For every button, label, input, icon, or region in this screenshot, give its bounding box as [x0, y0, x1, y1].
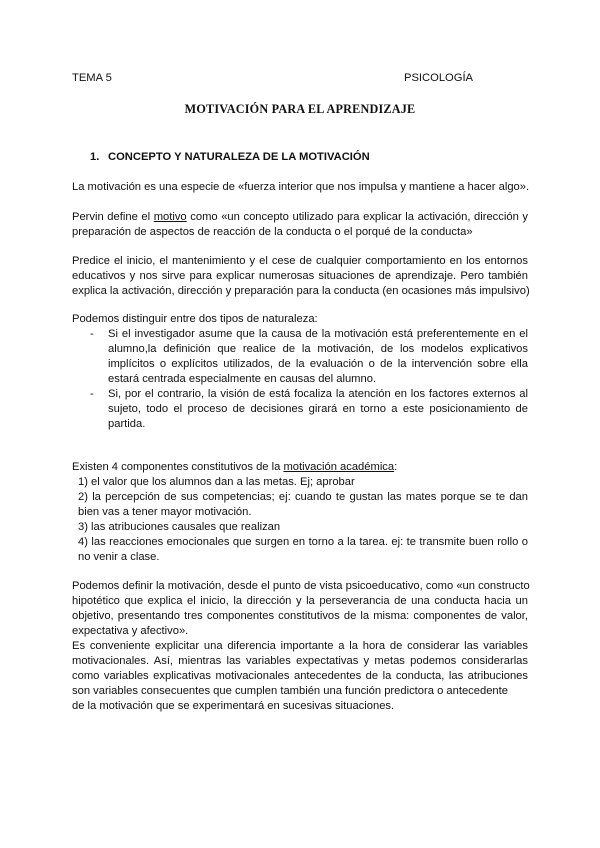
paragraph-6-line-4: expectativa y afectivo». — [72, 625, 189, 637]
p2-prefix: Pervin define el — [72, 211, 154, 223]
component-2-line-2: bien vas a tener mayor motivación. — [78, 506, 252, 518]
paragraph-1: La motivación es una especie de «fuerza interior que nos impulsa y mantiene a hacer algo». — [72, 181, 530, 193]
component-4-line-2: no venir a clase. — [78, 551, 160, 563]
motivo-term: motivo — [153, 211, 187, 223]
p2-suffix: como «un concepto utilizado para explicar la activación, dirección y — [186, 211, 528, 223]
header-left: TEMA 5 — [72, 72, 112, 84]
component-1: 1) el valor que los alumnos dan a las metas. Ej; aprobar — [78, 476, 355, 488]
list-dash-1: - — [90, 328, 94, 340]
page-title: MOTIVACIÓN PARA EL APRENDIZAJE — [184, 102, 416, 116]
paragraph-2-line-2: preparación de aspectos de reacción de la conducta o el porqué de la conducta» — [72, 226, 473, 238]
paragraph-7-line-2: motivacionales. Así, mientras las variables expectativas y metas podemos considerarlas — [72, 655, 528, 667]
p5-suffix: : — [394, 461, 398, 473]
header-right: PSICOLOGÍA — [404, 72, 474, 84]
paragraph-5-intro — [72, 460, 397, 475]
list-item-2-line-2: sujeto, todo el proceso de decisiones girará en torno a este posicionamiento de — [108, 403, 528, 415]
paragraph-7-line-3: como variables explicativas motivacionales antecedentes de la conducta, las atribuciones — [72, 670, 528, 682]
list-item-2-line-1: Si, por el contrario, la visión de está focaliza la atención en los factores externos al — [108, 388, 528, 400]
component-3: 3) las atribuciones causales que realizan — [78, 521, 281, 533]
paragraph-2-line-1 — [72, 210, 528, 225]
paragraph-7-line-1: Es conveniente explicitar una diferencia importante a la hora de considerar las variables — [72, 640, 528, 652]
list-item-2-line-3: partida. — [108, 418, 146, 430]
paragraph-7-line-5: de la motivación que se experimentará en sucesivas situaciones. — [72, 700, 395, 712]
list-item-1-line-1: Si el investigador asume que la causa de la motivación está preferentemente en el — [108, 328, 528, 340]
list-item-1-line-2: alumno,la definición que realice de la motivación, de los modelos explicativos — [108, 343, 528, 355]
p5-prefix: Existen 4 componentes constitutivos de la — [72, 461, 284, 473]
section-number: 1. — [90, 151, 100, 163]
section-title: CONCEPTO Y NATURALEZA DE LA MOTIVACIÓN — [108, 151, 370, 163]
component-2-line-1: 2) la percepción de sus competencias; ej: cuando te gustan las mates porque se te dan — [78, 491, 528, 503]
list-item-1-line-4: estará centrada especialmente en causas del alumno. — [108, 373, 377, 385]
list-item-1-line-3: implícitos o explícitos utilizados, de la evaluación o de la intervención sobre ella — [108, 358, 528, 370]
paragraph-6-line-3: objetivo, presentando tres componentes constitutivos de la misma: componentes de valor, — [72, 610, 528, 622]
paragraph-4-intro: Podemos distinguir entre dos tipos de naturaleza: — [72, 313, 318, 325]
paragraph-3-line-3: explica la activación, dirección y preparación para la conducta (en ocasiones más impulsivo) — [72, 285, 530, 297]
list-dash-2: - — [90, 388, 94, 400]
component-4-line-1: 4) las reacciones emocionales que surgen en torno a la tarea. ej: te transmite buen rollo o — [78, 536, 528, 548]
paragraph-7-line-4: son variables consecuentes que cumplen también una función predictora o antecedente — [72, 685, 508, 697]
paragraph-6-line-2: hipotético que explica el inicio, la dirección y la perseverancia de una conducta hacia un — [72, 595, 528, 607]
motivacion-academica-term: motivación académica — [283, 461, 395, 473]
paragraph-3-line-2: educativos y nos sirve para explicar numerosas situaciones de aprendizaje. Pero también — [72, 270, 528, 282]
paragraph-3-line-1: Predice el inicio, el mantenimiento y el cese de cualquier comportamiento en los entornos — [72, 255, 528, 267]
paragraph-6-line-1: Podemos definir la motivación, desde el punto de vista psicoeducativo, como «un constructo — [72, 580, 530, 592]
